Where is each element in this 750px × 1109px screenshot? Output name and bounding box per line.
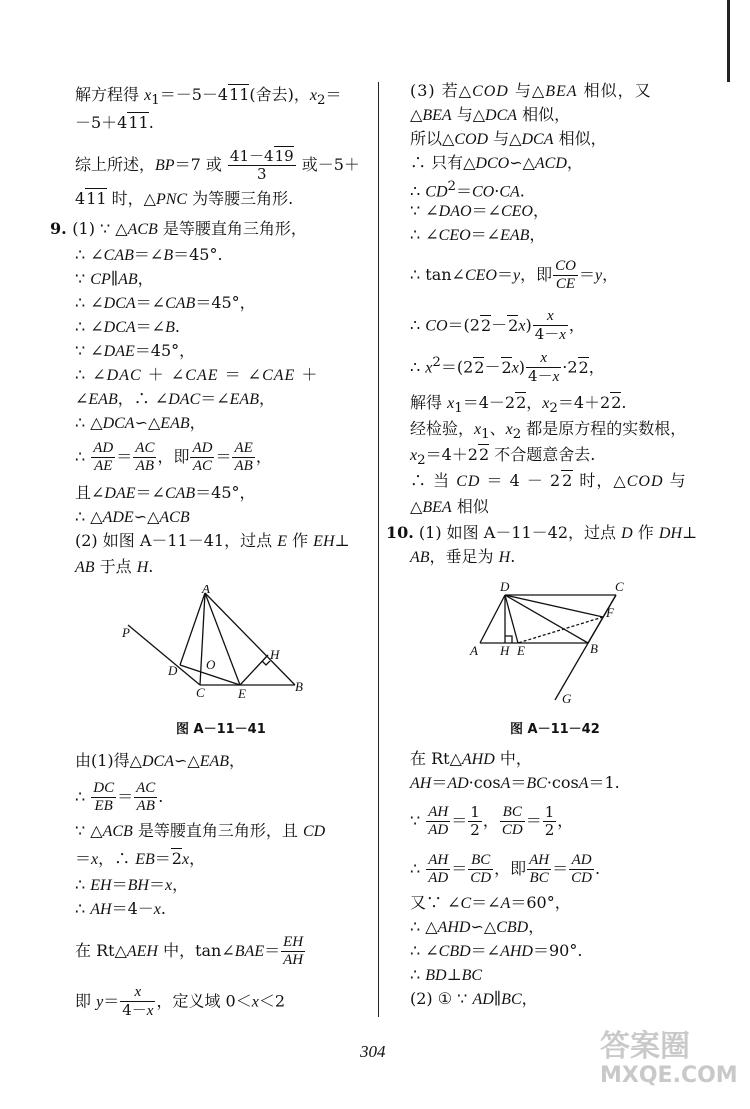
- text-line: ∴ 当 CD ＝ 4 － 22 时，△COD 与: [410, 471, 687, 490]
- text-line: ∵ CP∥AB，: [75, 269, 154, 288]
- text-line: AH＝AD·cosA＝BC·cosA＝1.: [410, 773, 620, 792]
- text-line: 由(1)得△DCA∽△EAB，: [75, 751, 246, 770]
- text-line: △BEA 相似: [410, 497, 489, 516]
- watermark: 答案圈 MXQE.COM: [600, 1029, 738, 1088]
- fig1-label-p: P: [122, 625, 130, 640]
- text-line: ∵ $\frac{AH}{AD}$ ＝ $\frac{1}{2}$ ， $\frac{BC}{CD}$ ＝ $\frac{1}{2}$ ，: [410, 803, 574, 839]
- text-line: ∴ EH＝BH＝x，: [75, 875, 189, 894]
- text-line: (3) 若△COD 与△BEA 相似，又: [410, 81, 652, 100]
- text-line: 即 y＝ $\frac{x}{4-x}$ ，定义域 0＜x＜2: [75, 984, 286, 1019]
- text-line: $x_2=4+22$ 不合题意舍去.: [410, 445, 596, 469]
- text-line: ∵ ∠DAO＝∠CEO，: [410, 201, 549, 220]
- text-line: ∴ △DCA∽△EAB，: [75, 413, 206, 432]
- text-line: ∵ ∠DAE＝45°，: [75, 341, 196, 360]
- text-line: ∴ ∠DAC ＋ ∠CAE ＝ ∠CAE ＋: [75, 365, 319, 384]
- fig1-label-c: C: [196, 685, 205, 700]
- text-line: 解得 $x_1=4-22$，$x_2=4+22$.: [410, 393, 627, 417]
- fig2-label-f: F: [606, 605, 614, 620]
- text-line: ∴ ∠DCA＝∠B.: [75, 317, 180, 336]
- fig2-label-e: E: [517, 643, 525, 658]
- text-line: 又∵ ∠C＝∠A＝60°，: [410, 893, 571, 912]
- text-line: 经检验，$x_1$、$x_2$ 都是原方程的实数根，: [410, 419, 687, 443]
- text-line: ∵ △ACB 是等腰直角三角形，且 CD: [75, 821, 326, 840]
- fig1-label-o: O: [206, 657, 216, 672]
- text-line: 在 Rt△AEH 中，tan∠BAE＝ $\frac{EH}{AH}$: [75, 934, 304, 968]
- problem-9: 9. (1) ∵ △ACB 是等腰直角三角形，: [50, 219, 307, 238]
- text-line: ∴ 只有△DCO∽△ACD，: [410, 153, 583, 172]
- column-divider: [378, 82, 379, 1017]
- text-line: ＝x，∴ EB＝2x，: [75, 849, 206, 868]
- fig1-label-a: A: [202, 585, 210, 596]
- text-line: 综上所述，BP＝7 或 $\frac{41-419}{3}$ 或－5＋: [75, 147, 360, 183]
- text-line: ∴ BD⊥BC: [410, 965, 483, 984]
- text-line: (2) ① ∵ AD∥BC，: [410, 989, 538, 1008]
- text-line: ∴ △AHD∽△CBD，: [410, 917, 545, 936]
- text-line: 411 时，△PNC 为等腰三角形.: [75, 189, 294, 208]
- fig1-label-h: H: [270, 647, 280, 662]
- figure1-caption: 图 A－11－41: [176, 722, 266, 737]
- text-line: ∴ ∠DCA＝∠CAB＝45°，: [75, 293, 256, 312]
- text-line: AB 于点 H.: [75, 557, 154, 576]
- fig2-label-c: C: [615, 579, 624, 594]
- text-line: AB，垂足为 H.: [410, 547, 516, 566]
- fig2-label-h: H: [500, 643, 510, 658]
- text-line: 解方程得 $x_1=-5-411$(舍去)，$x_2=$: [75, 85, 342, 109]
- text-line: ∴ ∠CAB＝∠B＝45°.: [75, 245, 223, 264]
- text-line: ∴ CO＝(22－2x) $\frac{x}{4-x}$ ，: [410, 308, 585, 343]
- text-line: ∴ $x^2=(22-2x)$ $\frac{x}{4-x}$ ·22，: [410, 350, 605, 385]
- fig2-label-g: G: [562, 691, 572, 706]
- fig1-label-e: E: [238, 686, 246, 701]
- text-line: ∴ $\frac{AD}{AE}$ ＝ $\frac{AC}{AB}$ ，即 $\frac{AD}{AC}$ ＝ $\frac{AE}{AB}$ ，: [75, 440, 272, 474]
- fig2-label-a: A: [470, 643, 478, 658]
- problem-10: 10. (1) 如图 A－11－42，过点 D 作 DH⊥: [386, 523, 698, 542]
- text-line: ∴ AH＝4－x.: [75, 899, 166, 918]
- figure-a-11-41: [120, 585, 320, 705]
- fig1-label-d: D: [168, 663, 178, 678]
- text-line: ∴ ∠CBD＝∠AHD＝90°.: [410, 941, 583, 960]
- figure-a-11-42: [460, 575, 640, 710]
- figure2-caption: 图 A－11－42: [510, 722, 600, 737]
- text-line: 所以△COD 与△DCA 相似，: [410, 129, 607, 148]
- text-line: △BEA 与△DCA 相似，: [410, 105, 571, 124]
- fig2-label-b: B: [590, 641, 598, 656]
- text-line: (2) 如图 A－11－41，过点 E 作 EH⊥: [75, 531, 350, 550]
- text-line: ∴ $\frac{DC}{EB}$ ＝ $\frac{AC}{AB}$ .: [75, 780, 164, 814]
- text-line: ∴ $\frac{AH}{AD}$ ＝ $\frac{BC}{CD}$ ，即 $\frac{AH}{BC}$ ＝ $\frac{AD}{CD}$ .: [410, 852, 601, 886]
- text-line: 且∠DAE＝∠CAB＝45°，: [75, 483, 256, 502]
- page-number: 304: [360, 1042, 386, 1061]
- text-line: ∴ $CD^2=CO\cdot CA$.: [410, 179, 525, 201]
- text-line: ∴ △ADE∽△ACB: [75, 507, 190, 526]
- text-line: ∴ ∠CEO＝∠EAB，: [410, 225, 546, 244]
- text-line: 在 Rt△AHD 中，: [410, 749, 532, 768]
- text-line: ∠EAB，∴ ∠DAC＝∠EAB，: [75, 389, 275, 408]
- text-line: ∴ tan∠CEO＝y，即 $\frac{CO}{CE}$ ＝y，: [410, 258, 619, 292]
- fig2-label-d: D: [500, 579, 510, 594]
- fig1-label-b: B: [295, 679, 303, 694]
- margin-rule: [727, 0, 730, 82]
- text-line: －5＋411.: [75, 113, 154, 132]
